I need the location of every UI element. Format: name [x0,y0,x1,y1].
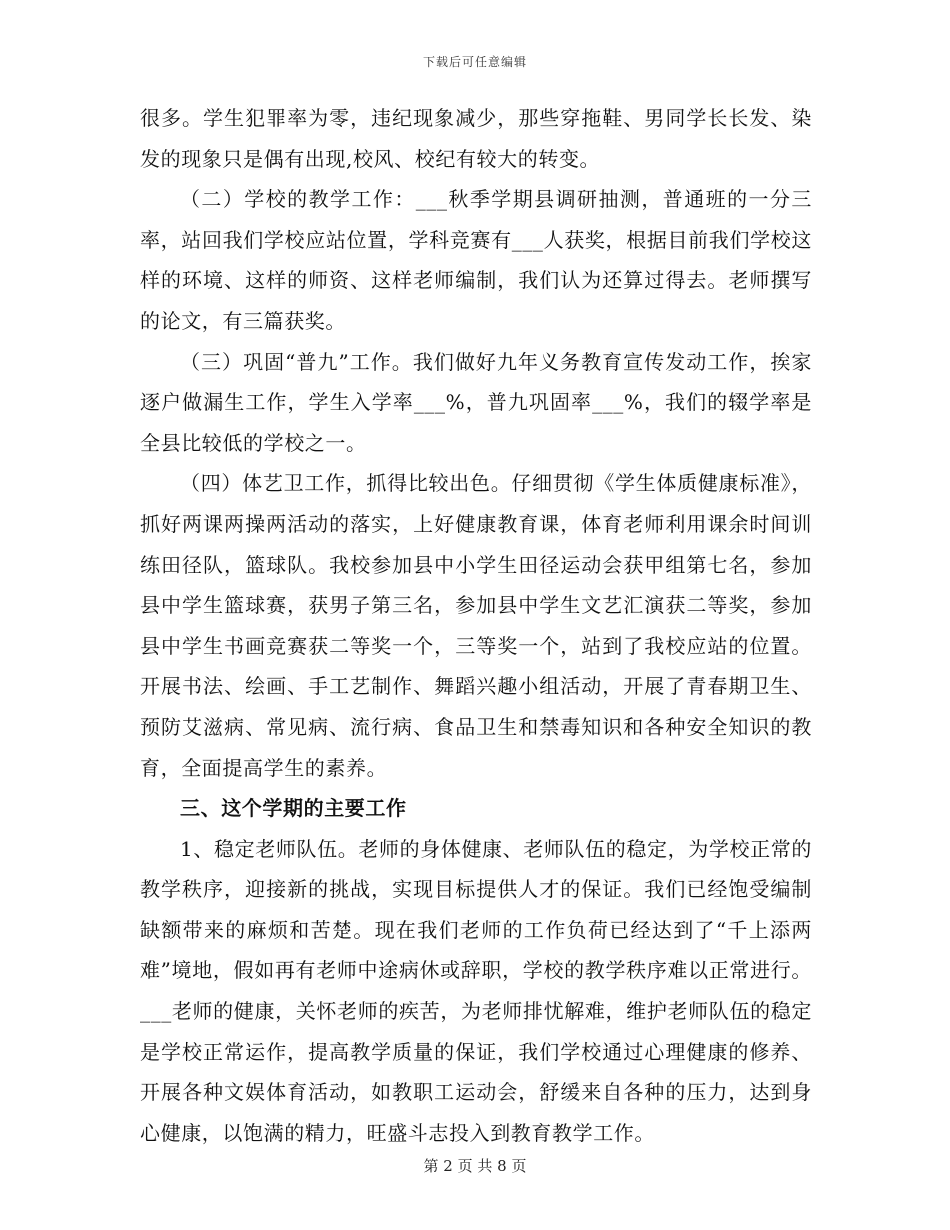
paragraph-teaching-work: （二）学校的教学工作：___秋季学期县调研抽测，普通班的一分三率，站回我们学校应站位置，学科竞赛有___人获奖，根据目前我们学校这样的环境、这样的师资、这样老师编制，我们认为还算过得去。老师撰写的论文，有三篇获奖。 [140,187,812,333]
page-header: 下载后可任意编辑 [422,55,527,69]
paragraph-consolidate-puji: （三）巩固“普九”工作。我们做好九年义务教育宣传发动工作，挨家逐户做漏生工作，学生入学率___%，普九巩固率___%，我们的辍学率是全县比较低的学校之一。 [140,349,812,455]
paragraph-continuation: 很多。学生犯罪率为零，违纪现象减少，那些穿拖鞋、男同学长长发、染发的现象只是偶有出现,校风、校纪有较大的转变。 [140,106,812,171]
section-heading: 三、这个学期的主要工作 [180,796,407,821]
page-footer: 第 2 页 共 8 页 [423,1157,527,1175]
paragraph-sports-arts-health: （四）体艺卫工作，抓得比较出色。仔细贯彻《学生体质健康标准》，抓好两课两操两活动的落实，上好健康教育课，体育老师利用课余时间训练田径队，篮球队。我校参加县中小学生田径运动会获甲组第七名，参加县中学生篮球赛，获男子第三名，参加县中学生文艺汇演获二等奖，参加县中学生书画竞赛获二等奖一个，三等奖一个，站到了我校应站的位置。开展书法、绘画、手工艺制作、舞蹈兴趣小组活动，开展了青春期卫生、预防艾滋病、常见病、流行病、食品卫生和禁毒知识和各种安全知识的教育，全面提高学生的素养。 [140,471,812,780]
paragraph-stabilize-teachers: 1、稳定老师队伍。老师的身体健康、老师队伍的稳定，为学校正常的教学秩序，迎接新的挑战，实现目标提供人才的保证。我们已经饱受编制缺额带来的麻烦和苦楚。现在我们老师的工作负荷已经达到了“千上添两难”境地，假如再有老师中途病休或辞职，学校的教学秩序难以正常进行。___老师的健康，关怀老师的疾苦，为老师排忧解难，维护老师队伍的稳定是学校正常运作，提高教学质量的保证，我们学校通过心理健康的修养、开展各种文娱体育活动，如教职工运动会，舒缓来自各种的压力，达到身心健康，以饱满的精力，旺盛斗志投入到教育教学工作。 [140,836,812,1145]
document-body [140,98,812,1153]
